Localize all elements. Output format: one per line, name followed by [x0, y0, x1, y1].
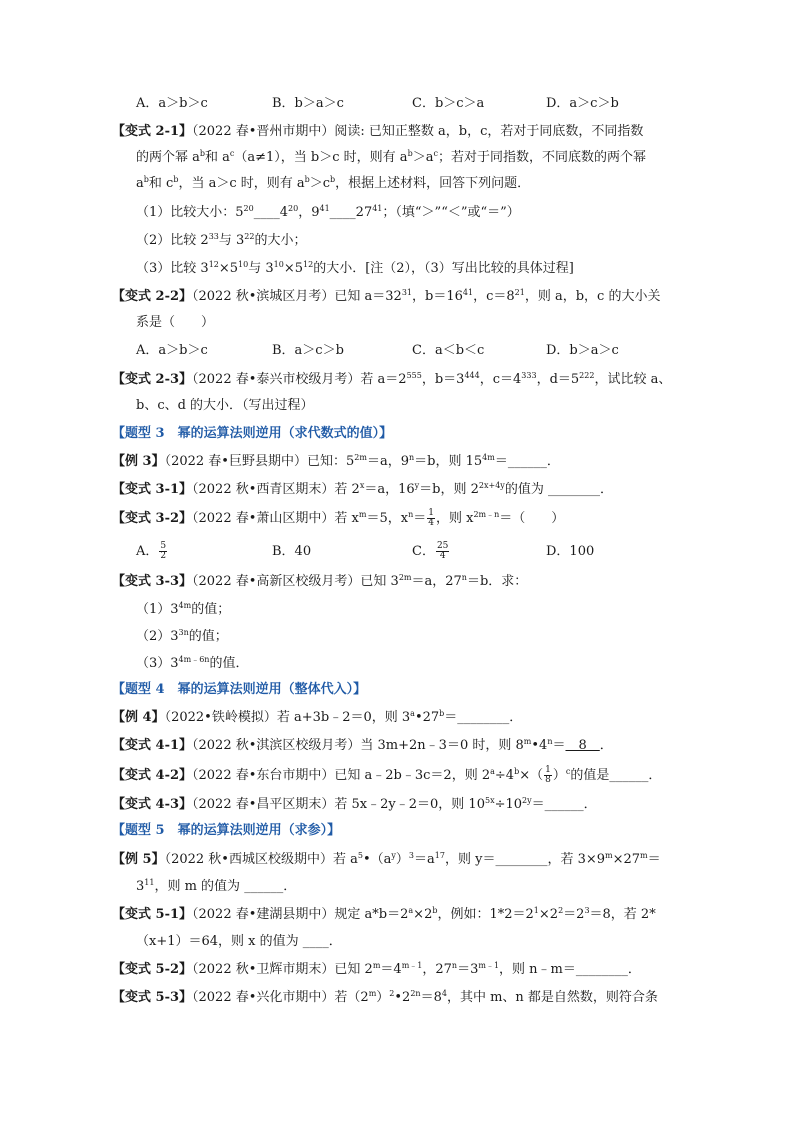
- text-run: ×2: [538, 907, 559, 922]
- fraction-twentyfive-quarters: [436, 542, 449, 561]
- text-run: •2: [394, 990, 411, 1005]
- text-run: D．100: [546, 544, 595, 559]
- v2-2-option-d: [546, 341, 619, 361]
- superscript: b: [173, 175, 179, 184]
- superscript: 2n: [410, 989, 421, 998]
- text-run: ，则 n﹣m＝________．: [499, 962, 641, 977]
- option-b: [272, 94, 344, 114]
- text-run: 【变式 5-2】: [112, 962, 193, 977]
- text-run: 若 x: [334, 511, 359, 526]
- superscript: 444: [464, 371, 480, 380]
- text-run: ）: [376, 990, 390, 1005]
- superscript: 41: [319, 204, 330, 213]
- option-a: [136, 94, 208, 114]
- text-run: 【变式 2-2】: [112, 289, 193, 304]
- text-run: 若 2: [334, 482, 360, 497]
- question-v3-1: [112, 480, 613, 500]
- text-run: 4: [428, 518, 434, 528]
- superscript: y: [391, 851, 396, 860]
- question-v2-1-part-2: [136, 231, 306, 251]
- text-run: ，当 a＞c 时，则有 a: [178, 176, 305, 191]
- question-v4-1: [112, 736, 613, 756]
- question-v5-1-line-2: [136, 932, 342, 952]
- text-run: ×27: [612, 852, 641, 867]
- question-v3-3-part-1: [136, 600, 230, 620]
- example-4: [112, 708, 522, 728]
- superscript: n: [408, 453, 415, 462]
- text-run: 的值为 ________．: [504, 482, 613, 497]
- text-run: B．40: [272, 544, 312, 559]
- superscript: 2m: [354, 453, 367, 462]
- superscript: 4m: [178, 601, 192, 610]
- question-v3-3: [112, 572, 527, 592]
- fraction-five-halves: [159, 542, 167, 561]
- text-run: ，其中 m、n 都是自然数，则符合条: [446, 990, 658, 1005]
- text-run: ）: [552, 768, 566, 783]
- text-run: （2022 秋•滨城区月考）: [192, 289, 335, 304]
- option-c: [412, 94, 484, 114]
- text-run: 已知 a﹣2b﹣3c＝2，则 2: [334, 768, 491, 783]
- text-run: 若 5x﹣2y﹣2＝0，则 10: [334, 797, 485, 812]
- text-run: （1）比较大小：5: [136, 205, 244, 220]
- text-run: •4: [531, 738, 548, 753]
- question-v2-1-line-3: [136, 174, 530, 194]
- superscript: 12: [303, 260, 314, 269]
- text-run: （2022 春•东台市期中）: [192, 768, 335, 783]
- text-run: （2022 春•泰兴市校级月考）: [192, 372, 361, 387]
- text-run: 的大小．[注（2），（3）写出比较的具体过程]: [313, 261, 574, 276]
- text-run: 的两个幂 a: [136, 150, 200, 165]
- superscript: 3n: [178, 628, 189, 637]
- text-run: B．a＞c＞b: [272, 343, 344, 358]
- superscript: 31: [401, 288, 413, 297]
- text-run: ＝2: [563, 907, 585, 922]
- superscript: 2m: [398, 573, 412, 582]
- text-run: ＝: [413, 511, 427, 526]
- superscript: x: [359, 481, 365, 490]
- superscript: 41: [372, 204, 383, 213]
- superscript: 4: [441, 989, 447, 998]
- v2-2-option-b: [272, 341, 344, 361]
- superscript: b: [330, 175, 336, 184]
- text-run: （3）比较 3: [136, 261, 209, 276]
- superscript: 21: [514, 288, 525, 297]
- text-run: 【题型 3 幂的运算法则逆用（求代数式的值）】: [112, 426, 393, 441]
- text-run: ＞a: [412, 150, 434, 165]
- text-run: ____4: [253, 205, 289, 220]
- superscript: n: [461, 573, 467, 582]
- text-run: ＝4: [380, 962, 402, 977]
- question-v2-2-line-2: [136, 313, 214, 333]
- text-run: （2）比较 2: [136, 233, 209, 248]
- text-run: ＝a: [414, 852, 435, 867]
- superscript: b: [199, 149, 206, 158]
- text-run: 与 3: [248, 261, 274, 276]
- text-run: ＝: [647, 852, 661, 867]
- text-run: 【变式 5-3】: [112, 990, 193, 1005]
- fraction-one-eighth: [544, 766, 552, 785]
- text-run: D．b＞a＞c: [546, 343, 619, 358]
- superscript: n: [451, 961, 458, 970]
- superscript: 222: [579, 371, 595, 380]
- text-run: 阅读: 已知正整数 a，b，c，若对于同底数，不同指数: [334, 124, 644, 139]
- text-run: ，b＝3: [421, 372, 465, 387]
- text-run: C．: [412, 544, 435, 559]
- superscript: 1: [533, 906, 539, 915]
- superscript: y: [414, 481, 420, 490]
- text-run: 【变式 2-1】: [112, 124, 193, 139]
- text-run: （2022 春•兴化市期中）: [192, 990, 335, 1005]
- text-run: 【变式 5-1】: [112, 907, 193, 922]
- superscript: 5: [357, 851, 363, 860]
- superscript: 20: [243, 204, 254, 213]
- question-v4-3: [112, 795, 597, 815]
- text-run: 【变式 3-3】: [112, 574, 193, 589]
- fraction-one-quarter: [427, 509, 435, 528]
- v2-2-option-a: [136, 341, 208, 361]
- example-3: [112, 452, 560, 472]
- superscript: 11: [144, 878, 155, 887]
- superscript: 333: [521, 371, 537, 380]
- question-v3-3-part-3: [136, 654, 248, 674]
- v3-2-option-b: [272, 542, 311, 562]
- text-run: 1: [428, 508, 434, 518]
- text-run: ＝（ ）: [499, 511, 565, 526]
- text-run: ＝b，则 2: [419, 482, 479, 497]
- superscript: 2x+4y: [478, 481, 505, 490]
- text-run: 与 3: [218, 233, 245, 248]
- text-run: ＝5，x: [366, 511, 409, 526]
- text-run: 的值．: [209, 656, 249, 671]
- text-run: A．a＞b＞c: [136, 343, 208, 358]
- text-run: ＝b，则 15: [414, 454, 483, 469]
- v3-2-option-d: [546, 542, 594, 562]
- superscript: 2: [558, 906, 564, 915]
- text-run: （a≠1），当 b＞c 时，则有 a: [234, 150, 408, 165]
- text-run: （2022 春•晋州市期中）: [192, 124, 335, 139]
- text-run: ；（填“＞”“＜”或“＝”）: [382, 205, 520, 220]
- text-run: （1）3: [136, 602, 179, 617]
- text-run: 4: [439, 551, 446, 561]
- superscript: 3: [584, 906, 590, 915]
- superscript: 2: [389, 989, 395, 998]
- text-run: ，则 x: [435, 511, 474, 526]
- question-v4-2: [112, 766, 661, 786]
- text-run: A．a＞b＞c: [136, 96, 208, 111]
- question-v2-2-line-1: [112, 287, 660, 307]
- superscript: 20: [288, 204, 299, 213]
- superscript: 4m: [482, 453, 495, 462]
- v3-2-option-c: [412, 542, 450, 562]
- superscript: m: [372, 961, 381, 970]
- superscript: n: [547, 737, 553, 746]
- text-run: （2022 秋•西城区校级期中）: [164, 852, 333, 867]
- text-run: 若 a＝2: [360, 372, 407, 387]
- option-d: [546, 94, 619, 114]
- text-run: 1: [545, 765, 551, 775]
- text-run: ，d＝5: [536, 372, 580, 387]
- text-run: B．b＞a＞c: [272, 96, 344, 111]
- text-run: A．: [136, 544, 159, 559]
- section-title-4: [112, 680, 366, 700]
- text-run: D．a＞c＞b: [546, 96, 619, 111]
- superscript: a: [490, 767, 495, 776]
- superscript: c: [229, 149, 235, 158]
- text-run: ，例如：1*2＝2: [437, 907, 534, 922]
- superscript: c: [565, 767, 571, 776]
- text-run: 【例 5】: [112, 852, 165, 867]
- text-run: C．a＜b＜c: [412, 343, 485, 358]
- text-run: ＝________．: [444, 710, 523, 725]
- superscript: b: [514, 767, 520, 776]
- text-run: （2022 春•高新区校级月考）: [192, 574, 361, 589]
- question-v3-3-part-2: [136, 627, 228, 647]
- superscript: m: [368, 989, 377, 998]
- text-run: 【例 4】: [112, 710, 165, 725]
- text-run: 已知：5: [306, 454, 355, 469]
- text-run: 【变式 3-2】: [112, 511, 193, 526]
- text-run: ÷10: [494, 797, 523, 812]
- text-run: ＝a，16: [364, 482, 415, 497]
- text-run: （2022 春•建湖县期中）: [192, 907, 335, 922]
- superscript: 5x: [484, 796, 495, 805]
- example-5-line-2: [136, 877, 296, 897]
- text-run: ×5: [283, 261, 303, 276]
- text-run: 25: [436, 541, 449, 551]
- superscript: 3: [408, 851, 415, 860]
- text-run: （2022 春•巨野县期中）: [164, 454, 307, 469]
- superscript: m: [523, 737, 532, 746]
- text-run: 的大小；: [254, 233, 307, 248]
- v2-2-option-c: [412, 341, 484, 361]
- text-run: ．: [599, 738, 613, 753]
- text-run: 【变式 2-3】: [112, 372, 193, 387]
- text-run: 的值是______．: [570, 768, 662, 783]
- text-run: C．b＞c＞a: [412, 96, 485, 111]
- superscript: 33: [208, 232, 219, 241]
- text-run: ＝a，27: [411, 574, 462, 589]
- superscript: a: [410, 709, 415, 718]
- superscript: 10: [238, 260, 249, 269]
- text-run: 规定 a*b＝2: [334, 907, 409, 922]
- superscript: m﹣1: [478, 961, 500, 970]
- text-run: 【变式 3-1】: [112, 482, 193, 497]
- text-run: 和 c: [148, 176, 174, 191]
- text-run: ，b＝16: [412, 289, 463, 304]
- text-run: 【变式 4-3】: [112, 797, 193, 812]
- text-run: 的值；: [191, 602, 231, 617]
- text-run: ＝a，9: [366, 454, 409, 469]
- text-run: 【例 3】: [112, 454, 165, 469]
- text-run: ＝b．求：: [466, 574, 528, 589]
- text-run: a: [136, 176, 144, 191]
- text-run: 【题型 5 幂的运算法则逆用（求参）】: [112, 823, 341, 838]
- text-run: ）: [395, 852, 409, 867]
- answer-v4-1: 8: [565, 738, 600, 753]
- text-run: 2: [160, 551, 167, 561]
- superscript: 555: [406, 371, 422, 380]
- text-run: 和 a: [205, 150, 230, 165]
- v3-2-option-a: [136, 542, 168, 562]
- question-v2-3-line-1: [112, 370, 671, 390]
- text-run: 的值；: [188, 629, 228, 644]
- superscript: m﹣1: [401, 961, 423, 970]
- text-run: ＝______．: [531, 797, 597, 812]
- superscript: 4m﹣6n: [178, 655, 210, 664]
- text-run: 当 3m+2n﹣3＝0 时，则 8: [360, 738, 524, 753]
- text-run: 【题型 4 幂的运算法则逆用（整体代入）】: [112, 682, 367, 697]
- text-run: ＝: [552, 738, 566, 753]
- question-v5-2: [112, 960, 641, 980]
- superscript: b: [304, 175, 310, 184]
- superscript: 17: [434, 851, 445, 860]
- superscript: 2m﹣n: [473, 510, 500, 519]
- question-v2-1-line-2: [136, 148, 646, 168]
- text-run: •（a: [362, 852, 392, 867]
- text-run: 若（2: [334, 990, 369, 1005]
- superscript: b: [439, 709, 445, 718]
- text-run: 若 a+3b﹣2＝0，则 3: [276, 710, 411, 725]
- superscript: 2y: [522, 796, 532, 805]
- text-run: （2022 春•萧山区期中）: [192, 511, 335, 526]
- text-run: 【变式 4-2】: [112, 768, 193, 783]
- text-run: ，27: [422, 962, 452, 977]
- text-run: （2）3: [136, 629, 179, 644]
- text-run: •27: [414, 710, 440, 725]
- superscript: b: [407, 149, 413, 158]
- text-run: ，9: [298, 205, 320, 220]
- section-title-5: [112, 821, 340, 841]
- text-run: ，则 m 的值为 ______．: [154, 879, 297, 894]
- text-run: ＞c: [309, 176, 331, 191]
- superscript: b: [432, 906, 438, 915]
- superscript: a: [408, 906, 414, 915]
- text-run: 3: [136, 879, 145, 894]
- superscript: b: [143, 175, 149, 184]
- question-v5-1-line-1: [112, 905, 656, 925]
- question-v5-3: [112, 988, 658, 1008]
- text-run: （2022 春•昌平区期末）: [192, 797, 335, 812]
- superscript: 12: [208, 260, 219, 269]
- text-run: （x+1）＝64，则 x 的值为 ____．: [136, 934, 342, 949]
- section-title-3: [112, 424, 392, 444]
- text-run: 系是（ ）: [136, 315, 215, 330]
- text-run: （2022 秋•淇滨区校级月考）: [192, 738, 361, 753]
- superscript: n: [408, 510, 414, 519]
- text-run: ，则 a，b，c 的大小关: [524, 289, 661, 304]
- superscript: m: [605, 851, 613, 860]
- text-run: （2022 秋•西青区期末）: [192, 482, 335, 497]
- question-v2-1-line-1: [112, 122, 643, 142]
- text-run: ×（: [519, 768, 544, 783]
- text-run: （2022•铁岭模拟）: [164, 710, 277, 725]
- text-run: ____27: [329, 205, 373, 220]
- text-run: ÷4: [494, 768, 515, 783]
- text-run: ＝8: [420, 990, 442, 1005]
- question-v3-2: [112, 509, 564, 529]
- text-run: 【变式 4-1】: [112, 738, 193, 753]
- superscript: 22: [244, 232, 255, 241]
- question-v2-1-part-1: [136, 203, 520, 223]
- text-run: ×5: [218, 261, 239, 276]
- text-run: 5: [160, 541, 167, 551]
- text-run: ，根据上述材料，回答下列问题．: [335, 176, 531, 191]
- superscript: 10: [273, 260, 284, 269]
- text-run: ，试比较 a、: [594, 372, 672, 387]
- question-v2-3-line-2: [136, 396, 314, 416]
- text-run: ＝______．: [494, 454, 560, 469]
- text-run: ＝3: [457, 962, 479, 977]
- text-run: （2022 秋•卫辉市期末）: [192, 962, 335, 977]
- superscript: m: [640, 851, 648, 860]
- text-run: ×2: [413, 907, 433, 922]
- text-run: 已知 a＝32: [334, 289, 402, 304]
- example-5-line-1: [112, 850, 661, 870]
- text-run: ，c＝4: [479, 372, 522, 387]
- text-run: ，c＝8: [473, 289, 515, 304]
- text-run: 已知 2: [334, 962, 373, 977]
- superscript: m: [358, 510, 367, 519]
- text-run: ；若对于同指数，不同底数的两个幂: [437, 150, 646, 165]
- text-run: ，则 y＝________，若 3×9: [444, 852, 606, 867]
- text-run: ＝8，若 2*: [589, 907, 656, 922]
- superscript: 41: [462, 288, 474, 297]
- text-run: 若 a: [332, 852, 358, 867]
- text-run: b、c、d 的大小．（写出过程）: [136, 398, 314, 413]
- question-v2-1-part-3: [136, 259, 574, 279]
- text-run: 已知 3: [360, 574, 399, 589]
- text-run: （3）3: [136, 656, 179, 671]
- superscript: c: [433, 149, 438, 158]
- text-run: 8: [545, 775, 551, 785]
